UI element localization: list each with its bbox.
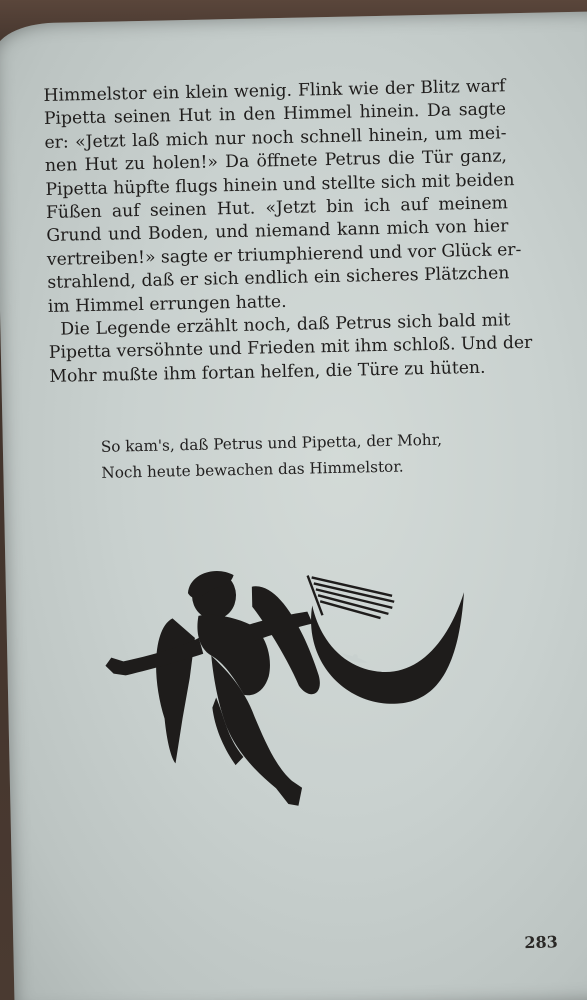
text-line: Pipetta versöhnte und Frieden mit ihm schloß. Und der	[48, 333, 533, 364]
body-text	[43, 75, 533, 389]
angel-with-moon-illustration	[101, 562, 476, 820]
verse-line: Noch heute bewachen das Himmelstor.	[101, 457, 404, 482]
book-page	[0, 11, 587, 1000]
text-line: Pipetta hüpfte flugs hinein und stellte sich mit beiden	[45, 169, 515, 200]
text-line: Die Legende erzählt noch, daß Petrus sich bald mit	[60, 310, 511, 340]
page-number: 283	[524, 932, 558, 953]
text-line: Pipetta seinen Hut in den Himmel hinein. Da sagte	[43, 99, 507, 130]
crescent-moon-icon	[310, 592, 466, 705]
text-line: Grund und Boden, und niemand kann mich von hier	[46, 216, 509, 247]
light-rays-icon	[308, 574, 395, 620]
text-line: im Himmel errungen hatte.	[47, 291, 287, 317]
text-line: Mohr mußte ihm fortan helfen, die Türe zu hüten.	[49, 357, 486, 387]
text-line: strahlend, daß er sich endlich ein sicheres Plätzchen	[47, 263, 510, 294]
text-line: Himmelstor ein klein wenig. Flink wie der Blitz warf	[43, 76, 506, 106]
angel-icon	[104, 569, 323, 810]
text-line: vertreiben!» sagte er triumphierend und vor Glück er-	[46, 239, 522, 270]
text-line: er: «Jetzt laß mich nur noch schnell hinein, um mei-	[44, 123, 507, 153]
text-line: Füßen auf seinen Hut. «Jetzt bin ich auf meinem	[45, 193, 509, 223]
text-line: nen Hut zu holen!» Da öffnete Petrus die Tür ganz,	[44, 146, 508, 177]
verse-line: So kam's, daß Petrus und Pipetta, der Mohr,	[100, 430, 443, 456]
closing-verse	[101, 427, 443, 486]
